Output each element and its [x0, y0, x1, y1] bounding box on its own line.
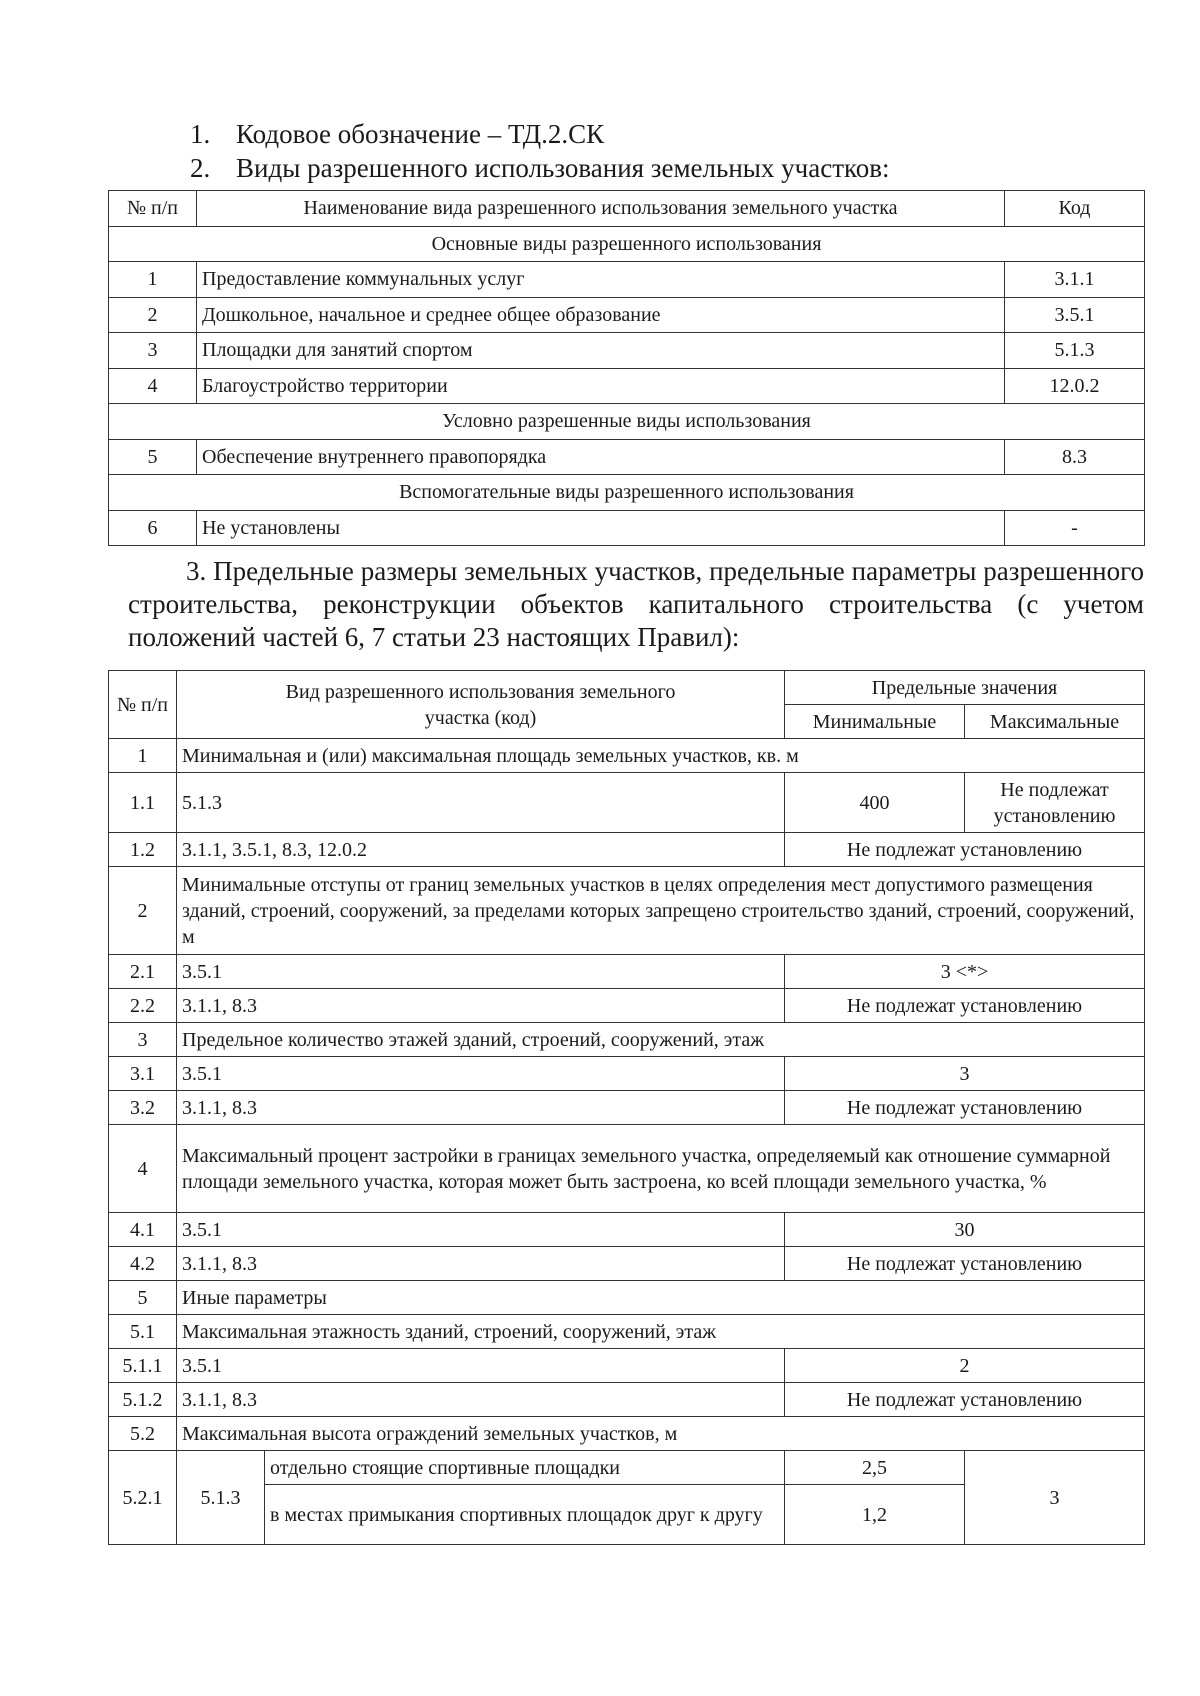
table-row [109, 1023, 1145, 1057]
row-text: Предельное количество этажей зданий, строений, сооружений, этаж [177, 1023, 1145, 1057]
table-row [109, 1349, 1145, 1383]
row-code: 3.5.1 [177, 1057, 785, 1091]
row-min: 2,5 [785, 1451, 965, 1485]
header-max: Максимальные [965, 705, 1145, 739]
table-row [109, 1281, 1145, 1315]
row-value: Не подлежат установлению [785, 833, 1145, 867]
table-row [109, 955, 1145, 989]
row-value: Не подлежат установлению [785, 1091, 1145, 1125]
row-num: 4.1 [109, 1213, 177, 1247]
row-code: 5.1.3 [177, 773, 785, 833]
row-num: 5 [109, 439, 197, 475]
row-num: 5.1.1 [109, 1349, 177, 1383]
limits-table [108, 670, 1145, 1545]
table-header-row [109, 191, 1145, 227]
row-code: 3.1.1, 8.3 [177, 989, 785, 1023]
table-row [109, 1247, 1145, 1281]
header-type: Вид разрешенного использования земельного участка (код) [177, 671, 785, 739]
section-row [109, 404, 1145, 440]
table-row [109, 368, 1145, 404]
row-num: 1.2 [109, 833, 177, 867]
row-value: Не подлежат установлению [785, 1383, 1145, 1417]
table-row [109, 1383, 1145, 1417]
list-item-1 [190, 117, 604, 151]
row-name: Дошкольное, начальное и среднее общее образование [197, 297, 1005, 333]
row-min: 400 [785, 773, 965, 833]
table-row [109, 989, 1145, 1023]
table-row [109, 1315, 1145, 1349]
row-value: 30 [785, 1213, 1145, 1247]
row-value: 3 <*> [785, 955, 1145, 989]
row-text: Минимальная и (или) максимальная площадь земельных участков, кв. м [177, 739, 1145, 773]
row-code: 3.5.1 [177, 955, 785, 989]
row-num: 5.2 [109, 1417, 177, 1451]
table-row [109, 1451, 1145, 1485]
header-name: Наименование вида разрешенного использования земельного участка [197, 191, 1005, 227]
table-header-row [109, 671, 1145, 705]
row-num: 6 [109, 510, 197, 546]
row-code: 5.1.3 [1005, 333, 1145, 369]
table-row [109, 867, 1145, 955]
section-row [109, 226, 1145, 262]
row-value: 2 [785, 1349, 1145, 1383]
row-code: 3.1.1, 8.3 [177, 1383, 785, 1417]
row-value: Не подлежат установлению [785, 989, 1145, 1023]
table-row [109, 739, 1145, 773]
row-value: 3 [785, 1057, 1145, 1091]
list-item-number: 2. [190, 153, 211, 183]
row-code: 3.5.1 [177, 1349, 785, 1383]
row-num: 2 [109, 297, 197, 333]
row-code: 3.1.1, 8.3 [177, 1247, 785, 1281]
row-subtext: отдельно стоящие спортивные площадки [265, 1451, 785, 1485]
paragraph-3: 3. Предельные размеры земельных участков, предельные параметры разрешенного строительства, реконструкции объектов капитального строительства (с учетом положений частей 6, 7 статьи 23 настоящих Правил): [128, 556, 1144, 652]
row-code: 3.1.1 [1005, 262, 1145, 298]
row-name: Благоустройство территории [197, 368, 1005, 404]
section-main: Основные виды разрешенного использования [109, 226, 1145, 262]
section-conditional: Условно разрешенные виды использования [109, 404, 1145, 440]
row-num: 4.2 [109, 1247, 177, 1281]
row-min: 1,2 [785, 1485, 965, 1545]
row-subtext: в местах примыкания спортивных площадок друг к другу [265, 1485, 785, 1545]
table-row [109, 262, 1145, 298]
row-num: 2.1 [109, 955, 177, 989]
row-code: 3.5.1 [177, 1213, 785, 1247]
row-num: 2.2 [109, 989, 177, 1023]
table-row [109, 439, 1145, 475]
header-num: № п/п [109, 191, 197, 227]
header-min: Минимальные [785, 705, 965, 739]
table-row [109, 1091, 1145, 1125]
table-row [109, 333, 1145, 369]
table-row [109, 1213, 1145, 1247]
table-row [109, 1125, 1145, 1213]
header-limits: Предельные значения [785, 671, 1145, 705]
row-num: 5.1.2 [109, 1383, 177, 1417]
row-name: Площадки для занятий спортом [197, 333, 1005, 369]
row-num: 5.2.1 [109, 1451, 177, 1545]
row-num: 1.1 [109, 773, 177, 833]
table-row [109, 773, 1145, 833]
row-name: Обеспечение внутреннего правопорядка [197, 439, 1005, 475]
row-code: 5.1.3 [177, 1451, 265, 1545]
row-num: 3 [109, 333, 197, 369]
section-aux: Вспомогательные виды разрешенного использования [109, 475, 1145, 511]
row-text: Максимальная этажность зданий, строений, сооружений, этаж [177, 1315, 1145, 1349]
header-code: Код [1005, 191, 1145, 227]
table-row [109, 510, 1145, 546]
row-code: 12.0.2 [1005, 368, 1145, 404]
section-row [109, 475, 1145, 511]
row-num: 3 [109, 1023, 177, 1057]
row-code: 3.1.1, 3.5.1, 8.3, 12.0.2 [177, 833, 785, 867]
row-num: 2 [109, 867, 177, 955]
row-num: 1 [109, 739, 177, 773]
list-item-number: 1. [190, 119, 211, 149]
row-num: 3.2 [109, 1091, 177, 1125]
table-row [109, 833, 1145, 867]
row-num: 4 [109, 1125, 177, 1213]
row-num: 5 [109, 1281, 177, 1315]
row-value: Не подлежат установлению [785, 1247, 1145, 1281]
row-text: Минимальные отступы от границ земельных участков в целях определения мест допустимого размещения зданий, строений, сооружений, за пределами которых запрещено строительство зданий, строений, сооружений, м [177, 867, 1145, 955]
row-num: 5.1 [109, 1315, 177, 1349]
row-code: 3.5.1 [1005, 297, 1145, 333]
row-text: Максимальная высота ограждений земельных участков, м [177, 1417, 1145, 1451]
list-item-text: Кодовое обозначение – ТД.2.СК [236, 119, 605, 149]
list-item-2 [190, 151, 890, 185]
row-num: 1 [109, 262, 197, 298]
row-max: 3 [965, 1451, 1145, 1545]
row-name: Предоставление коммунальных услуг [197, 262, 1005, 298]
table-row [109, 1417, 1145, 1451]
table-row [109, 1057, 1145, 1091]
row-num: 4 [109, 368, 197, 404]
table-row [109, 297, 1145, 333]
list-item-text: Виды разрешенного использования земельных участков: [236, 153, 890, 183]
row-text: Иные параметры [177, 1281, 1145, 1315]
row-text: Максимальный процент застройки в границах земельного участка, определяемый как отношение суммарной площади земельного участка, которая может быть застроена, ко всей площади земельного участка, % [177, 1125, 1145, 1213]
row-max: Не подлежат установлению [965, 773, 1145, 833]
permitted-uses-table [108, 190, 1145, 546]
row-code: - [1005, 510, 1145, 546]
row-num: 3.1 [109, 1057, 177, 1091]
row-code: 8.3 [1005, 439, 1145, 475]
row-name: Не установлены [197, 510, 1005, 546]
row-code: 3.1.1, 8.3 [177, 1091, 785, 1125]
header-num: № п/п [109, 671, 177, 739]
